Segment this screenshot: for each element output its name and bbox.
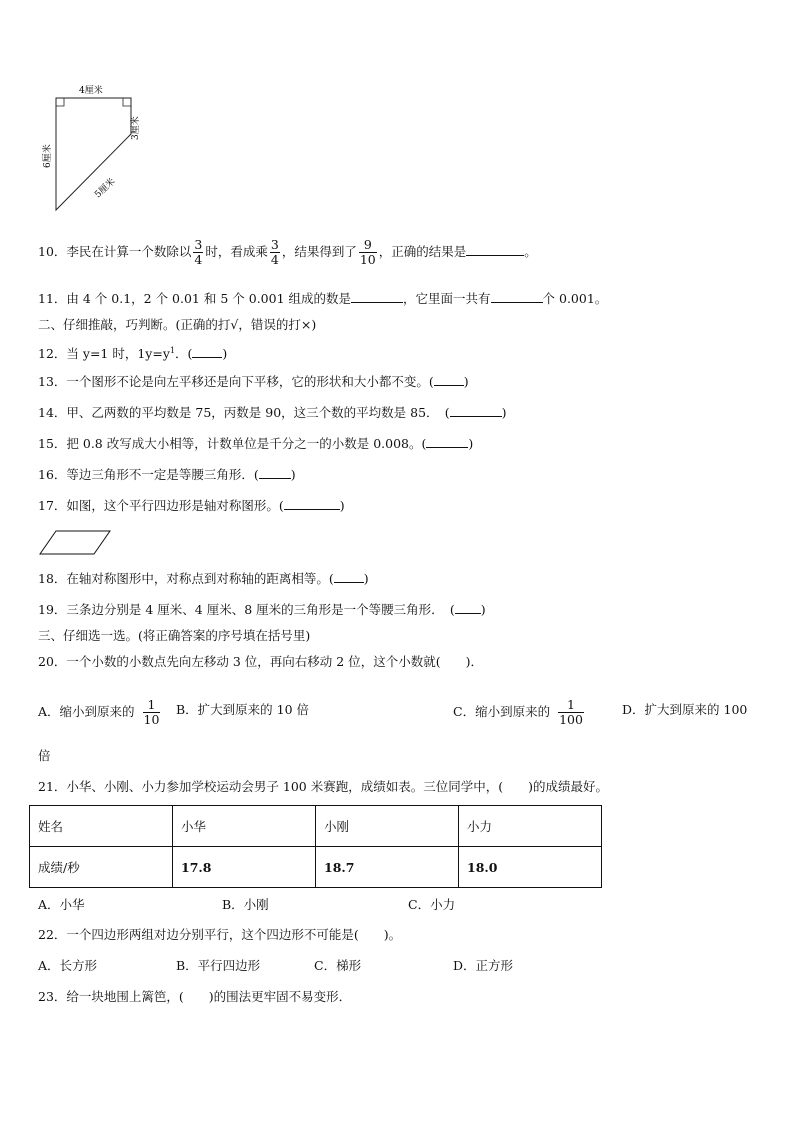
question-number: 17． — [38, 498, 67, 513]
question-text: 在轴对称图形中，对称点到对称轴的距离相等。( — [66, 571, 334, 586]
q22-option-a[interactable]: A．长方形 — [38, 958, 98, 973]
fraction-denominator: 100 — [559, 712, 583, 727]
table-header-cell: 小刚 — [316, 806, 459, 847]
trapezoid-figure — [30, 80, 160, 215]
fraction-1-100 — [558, 698, 584, 727]
question-number: 22． — [38, 927, 67, 942]
fraction-denominator: 10 — [359, 252, 376, 267]
fraction-denominator: 10 — [143, 712, 160, 727]
question-text: 等边三角形不一定是等腰三角形．( — [66, 467, 259, 482]
fraction-9-10 — [359, 238, 377, 267]
question-21 — [38, 778, 608, 796]
question-12 — [38, 342, 227, 363]
q20-option-b[interactable]: B．扩大到原来的 10 倍 — [176, 702, 310, 717]
question-13 — [38, 373, 469, 391]
parallelogram-figure — [38, 528, 118, 558]
answer-blank[interactable] — [455, 601, 481, 614]
question-number: 15． — [38, 436, 67, 451]
fraction-numerator: 3 — [270, 237, 279, 252]
answer-blank[interactable] — [426, 435, 468, 448]
question-number: 11． — [38, 291, 67, 306]
score-table — [29, 805, 602, 888]
question-text: 一个图形不论是向左平移还是向下平移，它的形状和大小都不变。( — [66, 374, 434, 389]
table-header-cell: 小力 — [459, 806, 602, 847]
question-text: 给一块地围上篱笆，( )的围法更牢固不易变形． — [66, 989, 352, 1004]
fraction-numerator: 9 — [359, 238, 377, 253]
question-20 — [38, 653, 483, 671]
question-text: ．( — [175, 346, 193, 362]
answer-blank[interactable] — [259, 466, 291, 479]
question-14 — [38, 404, 507, 422]
table-row — [30, 847, 602, 888]
question-text: 把 0.8 改写成大小相等，计数单位是千分之一的小数是 0.008。( — [66, 436, 427, 451]
question-text: ) — [463, 374, 469, 389]
question-17 — [38, 497, 345, 515]
question-23 — [38, 988, 351, 1006]
answer-blank[interactable] — [466, 243, 524, 256]
q21-option-c[interactable]: C．小力 — [408, 897, 456, 912]
top-length-label: 4厘米 — [79, 86, 103, 96]
question-text: 时，看成乘 — [205, 244, 268, 259]
q20-option-a[interactable] — [38, 698, 162, 727]
question-text: ，正确的结果是 — [378, 244, 467, 259]
fraction-numerator: 3 — [194, 237, 203, 252]
question-text: 小华、小刚、小力参加学校运动会男子 100 米赛跑，成绩如表。三位同学中，( )的成绩最好。 — [66, 779, 608, 794]
fraction-3-4 — [270, 238, 280, 267]
fraction-3-4 — [193, 238, 203, 267]
section-3-heading: 三、仔细选一选。(将正确答案的序号填在括号里) — [38, 628, 311, 643]
question-number: 18． — [38, 571, 67, 586]
q20-option-d-continued: 倍 — [38, 748, 51, 763]
fraction-numerator: 1 — [558, 698, 584, 713]
question-19 — [38, 601, 486, 619]
question-text: ，它里面一共有 — [403, 291, 491, 306]
question-text: 当 y=1 时，1y=y — [66, 346, 170, 362]
q21-option-a[interactable]: A．小华 — [38, 897, 85, 912]
answer-blank[interactable] — [334, 570, 364, 583]
q21-option-b[interactable]: B．小刚 — [222, 897, 269, 912]
right-length-label: 3厘米 — [131, 116, 141, 140]
fraction-denominator: 4 — [270, 252, 279, 267]
left-length-label: 6厘米 — [43, 144, 53, 168]
question-number: 16． — [38, 467, 67, 482]
answer-blank[interactable] — [351, 290, 403, 303]
question-text: 如图，这个平行四边形是轴对称图形。( — [66, 498, 284, 513]
question-18 — [38, 570, 369, 588]
question-text: ) — [363, 571, 369, 586]
fraction-1-10 — [143, 698, 161, 727]
answer-blank[interactable] — [491, 290, 543, 303]
question-number: 21． — [38, 779, 67, 794]
answer-blank[interactable] — [450, 404, 502, 417]
question-text: ，结果得到了 — [281, 244, 357, 259]
question-text: 一个四边形两组对边分别平行，这个四边形不可能是( )。 — [66, 927, 402, 942]
table-cell: 17.8 — [173, 847, 316, 888]
section-2-heading: 二、仔细推敲，巧判断。(正确的打√，错误的打×) — [38, 317, 317, 332]
answer-blank[interactable] — [192, 345, 222, 358]
slant-length-label: 5厘米 — [93, 176, 118, 201]
question-22 — [38, 926, 401, 944]
question-15 — [38, 435, 473, 453]
answer-blank[interactable] — [434, 373, 464, 386]
q22-option-b[interactable]: B．平行四边形 — [176, 958, 261, 973]
fraction-denominator: 4 — [194, 252, 203, 267]
question-number: 12． — [38, 346, 67, 362]
question-text: 三条边分别是 4 厘米、4 厘米、8 厘米的三角形是一个等腰三角形． ( — [66, 602, 455, 617]
question-number: 13． — [38, 374, 67, 389]
option-label: A．缩小到原来的 — [38, 704, 135, 719]
question-text: ) — [339, 498, 345, 513]
question-text: 李民在计算一个数除以 — [66, 244, 192, 259]
question-text: ) — [501, 405, 507, 420]
question-number: 10． — [38, 244, 67, 259]
q20-option-d[interactable]: D．扩大到原来的 100 — [622, 702, 748, 717]
question-number: 23． — [38, 989, 67, 1004]
question-number: 19． — [38, 602, 67, 617]
fraction-numerator: 1 — [143, 698, 161, 713]
answer-blank[interactable] — [284, 497, 340, 510]
superscript: 1 — [169, 346, 175, 355]
table-cell: 成绩/秒 — [30, 847, 173, 888]
question-text: 个 0.001。 — [542, 291, 608, 306]
option-label: C．缩小到原来的 — [453, 704, 551, 719]
q22-option-d[interactable]: D．正方形 — [453, 958, 514, 973]
question-text: ) — [290, 467, 296, 482]
question-text: 。 — [524, 244, 537, 259]
q22-option-c[interactable]: C．梯形 — [314, 958, 362, 973]
table-header-cell: 姓名 — [30, 806, 173, 847]
question-number: 14． — [38, 405, 67, 420]
question-text: 由 4 个 0.1，2 个 0.01 和 5 个 0.001 组成的数是 — [66, 291, 351, 306]
question-text: ) — [222, 346, 228, 362]
table-header-cell: 小华 — [173, 806, 316, 847]
q20-option-c[interactable] — [453, 698, 586, 727]
question-16 — [38, 466, 296, 484]
question-text: 甲、乙两数的平均数是 75，丙数是 90，这三个数的平均数是 85． ( — [66, 405, 450, 420]
question-text: ) — [468, 436, 474, 451]
question-number: 20． — [38, 654, 67, 669]
table-cell: 18.7 — [316, 847, 459, 888]
question-11 — [38, 290, 607, 308]
table-cell: 18.0 — [459, 847, 602, 888]
question-text: 一个小数的小数点先向左移动 3 位，再向右移动 2 位，这个小数就( )． — [66, 654, 483, 669]
question-10 — [38, 238, 537, 267]
question-text: ) — [480, 602, 486, 617]
table-header-row — [30, 806, 602, 847]
